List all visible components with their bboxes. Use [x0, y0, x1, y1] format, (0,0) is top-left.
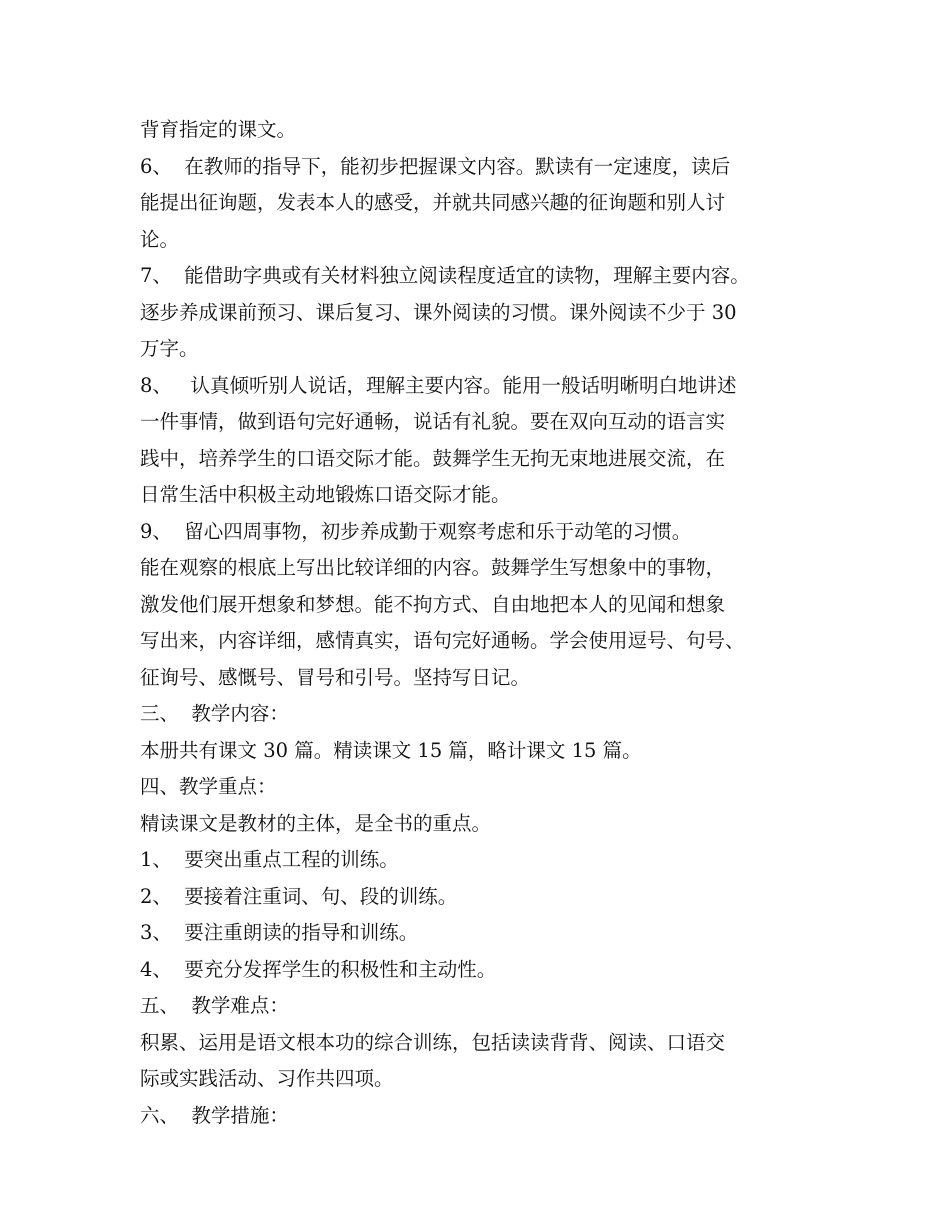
section-heading: 三、 教学内容： [140, 702, 289, 725]
text-line: 际或实践活动、习作共四项。 [140, 1067, 394, 1090]
text-line: 论。 [140, 227, 180, 251]
list-item: 4、 要充分发挥学生的积极性和主动性。 [140, 957, 497, 981]
section-heading: 四、教学重点： [140, 775, 277, 798]
text-line: 能提出征询题，发表本人的感受，并就共同感兴趣的征询题和别人讨 [140, 191, 726, 214]
section-heading: 六、 教学措施： [140, 1103, 289, 1127]
text-line: 积累、运用是语文根本功的综合训练，包括读读背背、阅读、口语交 [140, 1030, 726, 1054]
text-line: 本册共有课文 30 篇。精读课文 15 篇，略计课文 15 篇。 [140, 738, 642, 762]
text-line: 7、 能借助字典或有关材料独立阅读程度适宜的读物，理解主要内容。 [140, 264, 750, 287]
section-heading: 五、 教学难点： [140, 994, 289, 1017]
text-line: 背育指定的课文。 [140, 118, 297, 141]
text-line: 6、 在教师的指导下，能初步把握课文内容。默读有一定速度，读后 [140, 154, 731, 178]
document-body [140, 112, 830, 1134]
text-line: 9、 留心四周事物，初步养成勤于观察考虑和乐于动笔的习惯。 [140, 519, 692, 543]
text-line: 征询号、感慨号、冒号和引号。坚持写日记。 [140, 665, 531, 689]
text-line: 能在观察的根底上写出比较详细的内容。鼓舞学生写想象中的事物， [140, 556, 726, 579]
text-line: 践中，培养学生的口语交际才能。鼓舞学生无拘无束地进展交流，在 [140, 446, 726, 470]
text-line: 一件事情，做到语句完好通畅，说话有礼貌。要在双向互动的语言实 [140, 410, 726, 433]
text-line: 日常生活中积极主动地锻炼口语交际才能。 [140, 483, 511, 506]
text-line: 万字。 [140, 337, 199, 360]
list-item: 3、 要注重朗读的指导和训练。 [140, 921, 419, 944]
text-line: 精读课文是教材的主体，是全书的重点。 [140, 811, 492, 835]
text-line: 激发他们展开想象和梦想。能不拘方式、自由地把本人的见闻和想象 [140, 592, 726, 616]
text-line: 写出来，内容详细，感情真实，语句完好通畅。学会使用逗号、句号、 [140, 629, 745, 652]
list-item: 1、 要突出重点工程的训练。 [140, 848, 399, 871]
list-item: 2、 要接着注重词、句、段的训练。 [140, 884, 458, 908]
text-line: 8、 认真倾听别人说话，理解主要内容。能用一般话明晰明白地讲述 [140, 373, 737, 397]
text-line: 逐步养成课前预习、课后复习、课外阅读的习惯。课外阅读不少于 30 [140, 300, 737, 324]
